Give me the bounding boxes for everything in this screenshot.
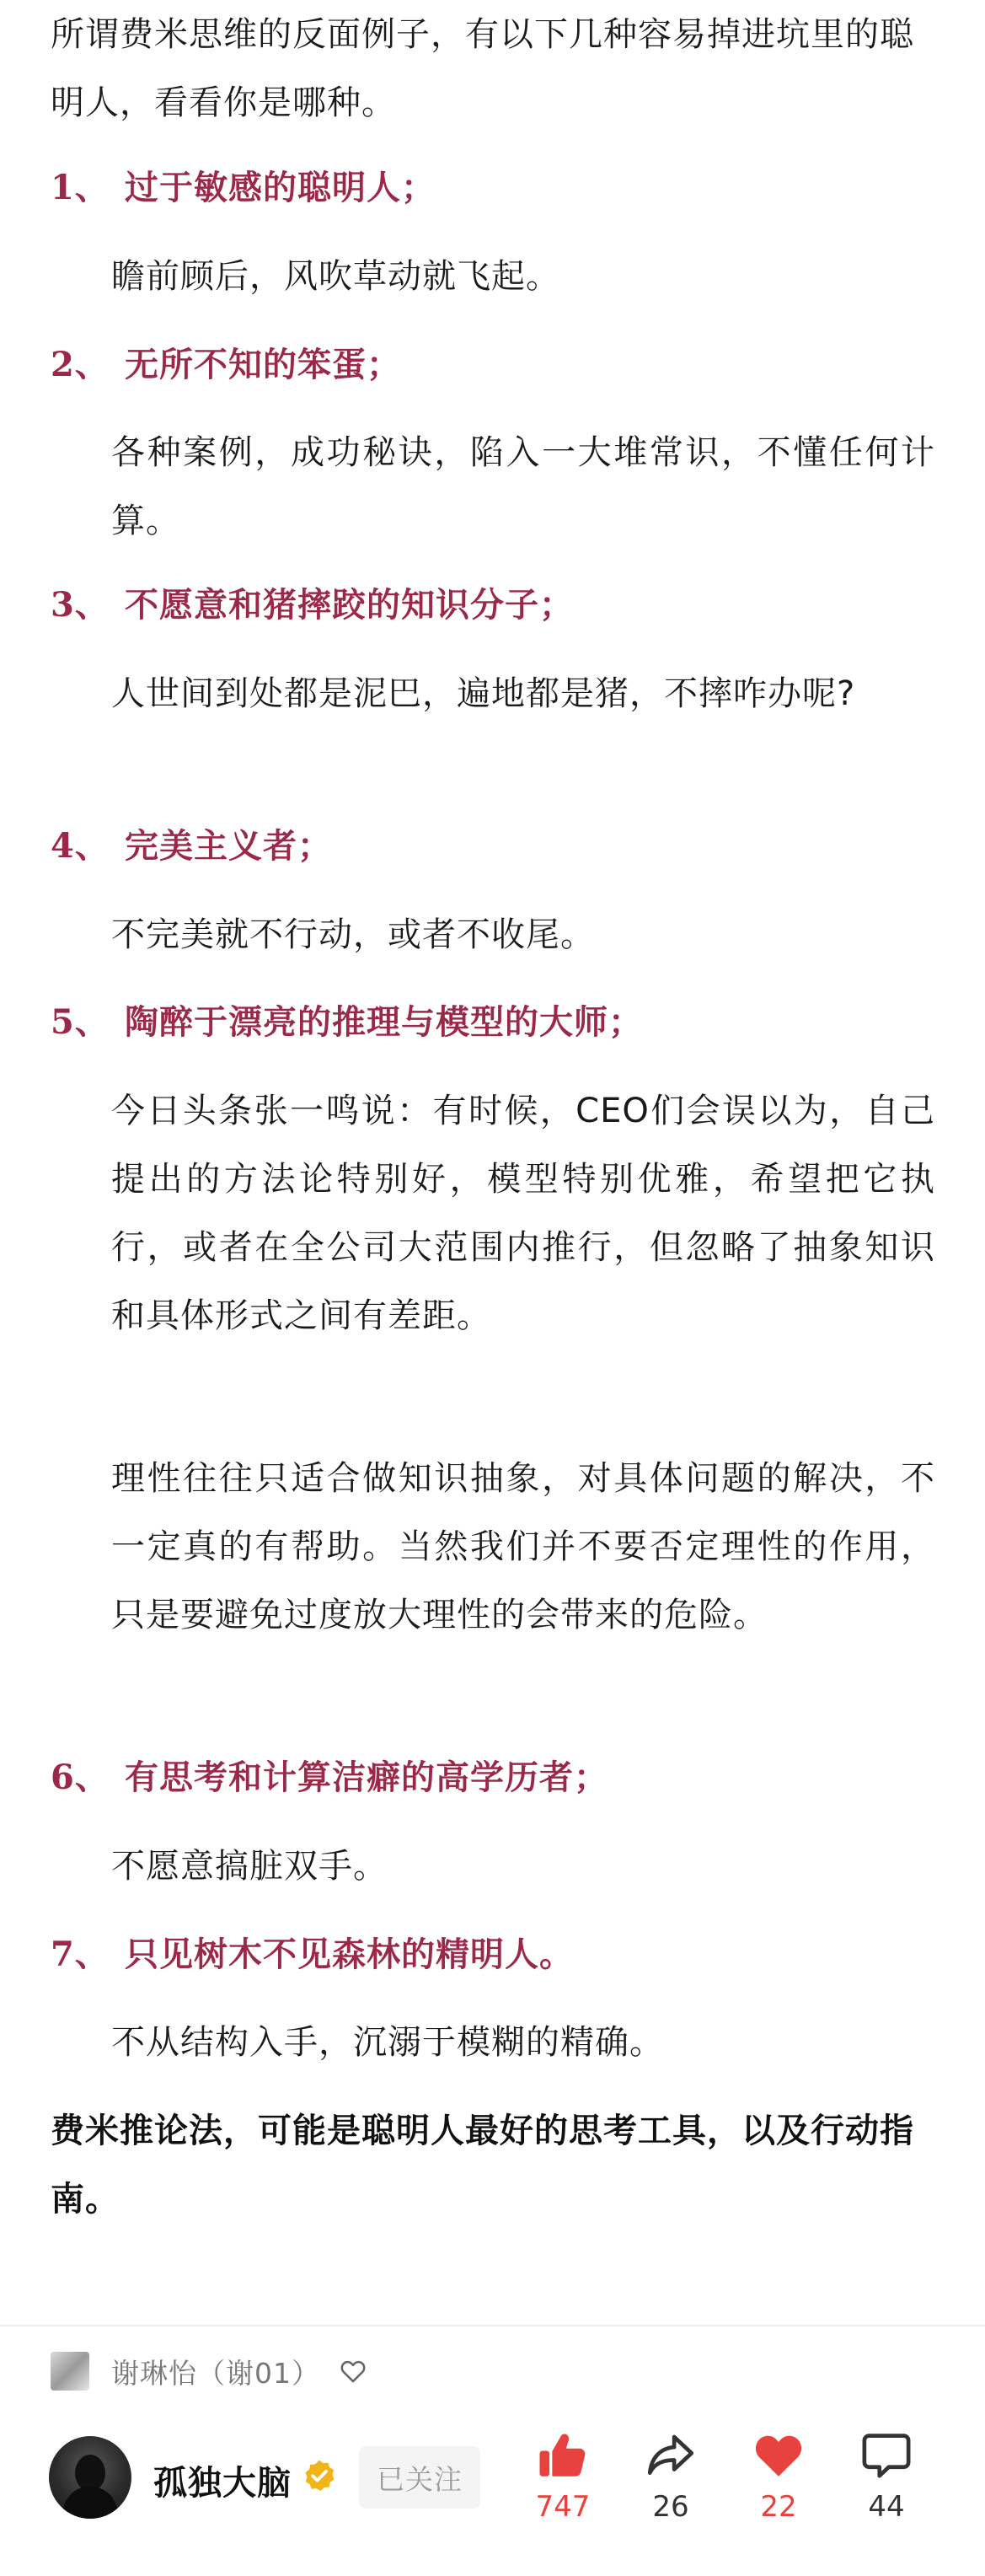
heart-icon (751, 2428, 806, 2483)
liker-name[interactable]: 谢琳怡（谢01） (111, 2356, 320, 2390)
section-heading-7 (51, 1932, 574, 1978)
hooded-figure-icon (49, 2436, 131, 2519)
verified-badge-icon (302, 2458, 337, 2493)
section-number: 6、 (51, 1758, 110, 1797)
section-paragraph: 理性往往只适合做知识抽象，对具体问题的解决，不一定真的有帮助。当然我们并不要否定理性的作用，只是要避免过度放大理性的会带来的危险。 (111, 1459, 935, 1634)
liker-row[interactable] (51, 2347, 367, 2396)
section-paragraph: 不愿意搞脏双手。 (111, 1847, 388, 1886)
section-heading-4 (51, 824, 332, 869)
section-title: 有思考和计算洁癖的高学历者； (125, 1758, 608, 1797)
share-icon (643, 2428, 699, 2483)
section-title: 无所不知的笨蛋； (125, 346, 401, 384)
section-title: 只见树木不见森林的精明人。 (125, 1935, 574, 1974)
section-number: 7、 (51, 1935, 110, 1974)
comment-icon (859, 2428, 914, 2483)
comment-action[interactable] (836, 2428, 937, 2524)
section-number: 5、 (51, 1002, 110, 1042)
section-paragraph: 人世间到处都是泥巴，遍地都是猪，不摔咋办呢? (111, 674, 856, 713)
favorite-action[interactable] (728, 2428, 829, 2524)
section-paragraph: 瞻前顾后，风吹草动就飞起。 (111, 257, 560, 296)
liker-avatar[interactable] (51, 2352, 89, 2391)
like-count: 747 (535, 2490, 591, 2524)
footer-divider (0, 2325, 985, 2326)
follow-button[interactable]: 已关注 (359, 2446, 480, 2509)
section-title: 陶醉于漂亮的推理与模型的大师； (125, 1003, 643, 1042)
section-title: 完美主义者； (125, 827, 332, 866)
section-paragraph: 今日头条张一鸣说：有时候，CEO们会误以为，自己提出的方法论特别好，模型特别优雅，希望把它执行，或者在全公司大范围内推行，但忽略了抽象知识和具体形式之间有差距。 (111, 1092, 935, 1335)
section-paragraph: 不从结构入手，沉溺于模糊的精确。 (111, 2023, 664, 2062)
comment-count: 44 (868, 2490, 905, 2524)
thumbs-up-icon (535, 2428, 591, 2483)
section-paragraph: 各种案例，成功秘诀，陷入一大堆常识，不懂任何计算。 (111, 433, 935, 540)
heart-outline-icon[interactable] (339, 2357, 367, 2385)
author-name[interactable]: 孤独大脑 (153, 2464, 292, 2503)
section-number: 2、 (51, 345, 110, 384)
section-number: 3、 (51, 585, 110, 625)
section-paragraph: 不完美就不行动，或者不收尾。 (111, 915, 595, 954)
section-heading-2 (51, 342, 401, 388)
section-heading-6 (51, 1755, 608, 1801)
conclusion-paragraph: 费米推论法，可能是聪明人最好的思考工具，以及行动指南。 (51, 2112, 914, 2219)
favorite-count: 22 (760, 2490, 797, 2524)
section-heading-1 (51, 165, 436, 211)
section-heading-5 (51, 1000, 643, 1045)
article-footer-bar (0, 2428, 985, 2554)
like-action[interactable] (512, 2428, 613, 2524)
section-heading-3 (51, 582, 574, 628)
section-number: 4、 (51, 826, 110, 866)
section-title: 过于敏感的聪明人； (125, 169, 436, 207)
section-title: 不愿意和猪摔跤的知识分子； (125, 586, 574, 625)
section-number: 1、 (51, 168, 110, 207)
share-count: 26 (652, 2490, 689, 2524)
intro-paragraph: 所谓费米思维的反面例子，有以下几种容易掉进坑里的聪明人，看看你是哪种。 (51, 15, 914, 122)
share-action[interactable] (620, 2428, 721, 2524)
author-avatar[interactable] (49, 2436, 131, 2519)
